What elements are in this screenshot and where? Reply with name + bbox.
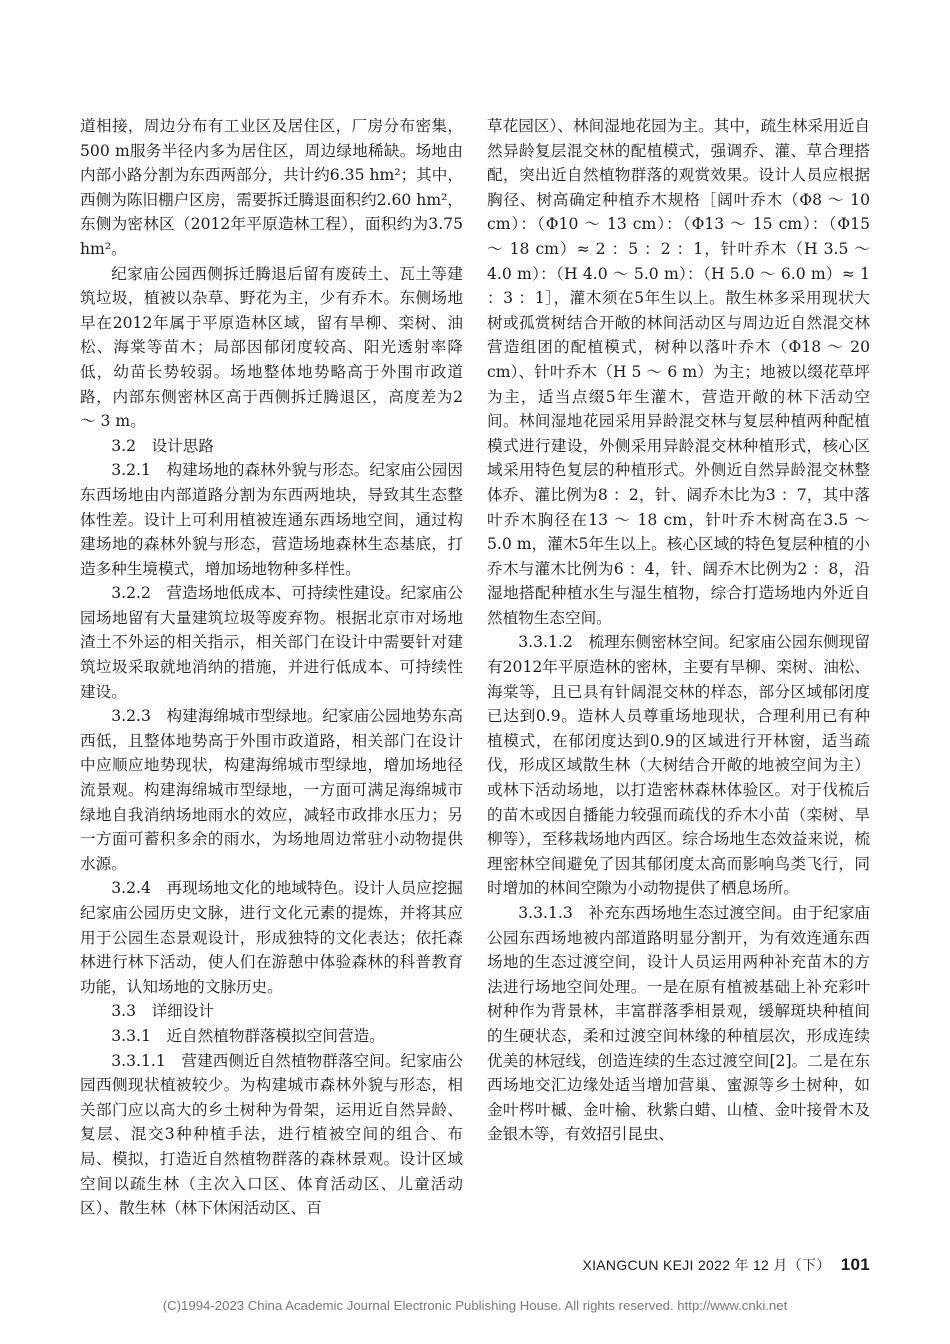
issue-date: 2022 年 12 月（下） <box>697 1257 831 1273</box>
paragraph: 道相接，周边分布有工业区及居住区，厂房分布密集，500 m服务半径内多为居住区，周边绿地稀缺。场地由内部小路分割为东西两部分，共计约6.35 hm²；其中，西侧为陈旧棚户区房，需要拆迁腾退面积约2.60 hm²，东侧为密林区（2012年平原造林工程），面积约为3.75 hm²。 <box>80 117 463 258</box>
paragraph: 纪家庙公园西侧拆迁腾退后留有废砖土、瓦土等建筑垃圾，植被以杂草、野花为主，少有乔木。东侧场地早在2012年属于平原造林区域，留有旱柳、栾树、油松、海棠等苗木；局部因郁闭度较高、阳光透射率降低，幼苗长势较弱。场地整体地势略高于外围市政道路，内部东侧密林区高于西侧拆迁腾退区，高度差为2 ～ 3 m。 <box>80 264 463 431</box>
paragraph: 3.2.3 构建海绵城市型绿地。纪家庙公园地势东高西低，且整体地势高于外围市政道路，相关部门在设计中应顺应地势现状，构建海绵城市型绿地，增加场地径流景观。构建海绵城市型绿地，一方面可满足海绵城市绿地自我消纳场地雨水的效应，减轻市政排水压力；另一方面可蓄积多余的雨水，为场地周边常驻小动物提供水源。 <box>80 707 463 873</box>
left-column <box>80 114 463 1221</box>
right-column <box>487 114 870 1147</box>
page-footer <box>582 1255 870 1275</box>
paragraph: 3.3.1.1 营建西侧近自然植物群落空间。纪家庙公园西侧现状植被较少。为构建城市森林外貌与形态，相关部门应以高大的乡土树种为骨架，运用近自然异龄、复层、混交3种种植手法，进行植被空间的组合、布局、模拟，打造近自然植物群落的森林景观。设计区域空间以疏生林（主次入口区、体育活动区、儿童活动区）、散生林（林下休闲活动区、百 <box>80 1051 463 1218</box>
paragraph: 3.3.1 近自然植物群落模拟空间营造。 <box>111 1026 385 1045</box>
copyright-line: (C)1994-2023 China Academic Journal Electronic Publishing House. All rights reserved. http://www.cnki.net <box>162 1298 788 1313</box>
paragraph: 3.3 详细设计 <box>111 1002 214 1021</box>
paragraph: 3.2.4 再现场地文化的地域特色。设计人员应挖掘纪家庙公园历史文脉，进行文化元素的提炼，并将其应用于公园生态景观设计，形成独特的文化表达；依托森林进行林下活动，使人们在游憩中体验森林的科普教育功能，认知场地的文脉历史。 <box>80 879 463 996</box>
paragraph: 3.3.1.2 梳理东侧密林空间。纪家庙公园东侧现留有2012年平原造林的密林，主要有旱柳、栾树、油松、海棠等，且已具有针阔混交林的样态，部分区域郁闭度已达到0.9。造林人员尊重场地现状，合理利用已有种植模式，在郁闭度达到0.9的区域进行开林窗，适当疏伐，形成区域散生林（大树结合开敞的地被空间为主）或林下活动场地，以打造密林森林体验区。对于伐梳后的苗木或因自播能力较强而疏伐的乔木小苗（栾树、旱柳等），至移栽场地内西区。综合场地生态效益来说，梳理密林空间避免了因其郁闭度太高而影响鸟类飞行，同时增加的林间空隙为小动物提供了栖息场所。 <box>487 633 870 898</box>
paragraph: 3.3.1.3 补充东西场地生态过渡空间。由于纪家庙公园东西场地被内部道路明显分割开，为有效连通东西场地的生态过渡空间，设计人员运用两种补充苗木的方法进行场地空间处理。一是在原有植被基础上补充彩叶树种作为背景林，丰富群落季相景观，缓解斑块种植间的生硬状态，柔和过渡空间林缘的种植层次，形成连续优美的林冠线，创造连续的生态过渡空间[2]。二是在东西场地交汇边缘处适当增加营巢、蜜源等乡土树种，如金叶梣叶槭、金叶榆、秋紫白蜡、山楂、金叶接骨木及金银木等，有效招引昆虫、 <box>487 904 870 1144</box>
paragraph: 3.2.2 营造场地低成本、可持续性建设。纪家庙公园场地留有大量建筑垃圾等废弃物。根据北京市对场地渣土不外运的相关指示，相关部门在设计中需要针对建筑垃圾采取就地消纳的措施，并进行低成本、可持续性建设。 <box>80 584 463 701</box>
journal-name: XIANGCUN KEJI <box>582 1257 694 1273</box>
paragraph: 3.2 设计思路 <box>111 436 214 455</box>
paragraph: 草花园区）、林间湿地花园为主。其中，疏生林采用近自然异龄复层混交林的配植模式，强调乔、灌、草合理搭配，突出近自然植物群落的观赏效果。设计人员应根据胸径、树高确定种植乔木规格［阔叶乔木（Φ8 ～ 10 cm）：（Φ10 ～ 13 cm）：（Φ13 ～ 15 cm）：（Φ15 ～ 18 cm）≈ 2 ：5 ：2 ：1，针叶乔木（H 3.5 ～ 4.0 m）：（H 4.0 ～ 5.0 m）：（H 5.0 ～ 6.0 m）≈ 1 ：3 ：1］，灌木须在5年生以上。散生林多采用现状大树或孤赏树结合开敞的林间活动区与周边近自然混交林营造组团的配植模式，树种以落叶乔木（Φ18 ～ 20 cm）、针叶乔木（H 5 ～ 6 m）为主；地被以缀花草坪为主，适当点缀5年生灌木，营造开敞的林下活动空间。林间湿地花园采用异龄混交林与复层种植两种配植模式进行建设，外侧采用异龄混交林种植形式，核心区域采用特色复层的种植形式。外侧近自然异龄混交林整体乔、灌比例为8 ：2，针、阔乔木比为3 ：7，其中落叶乔木胸径在13 ～ 18 cm，针叶乔木树高在3.5 ～ 5.0 m，灌木5年生以上。核心区域的特色复层种植的小乔木与灌木比例为6 ：4，针、阔乔木比例为2 ：8，沿湿地搭配种植水生与湿生植物，综合打造场地内外近自然植物生态空间。 <box>487 117 870 627</box>
paragraph: 3.2.1 构建场地的森林外貌与形态。纪家庙公园因东西场地由内部道路分割为东西两地块，导致其生态整体性差。设计上可利用植被连通东西场地空间，通过构建场地的森林外貌与形态，营造场地森林生态基底，打造多种生境模式，增加场地物种多样性。 <box>80 461 463 578</box>
page-number: 101 <box>840 1255 870 1274</box>
